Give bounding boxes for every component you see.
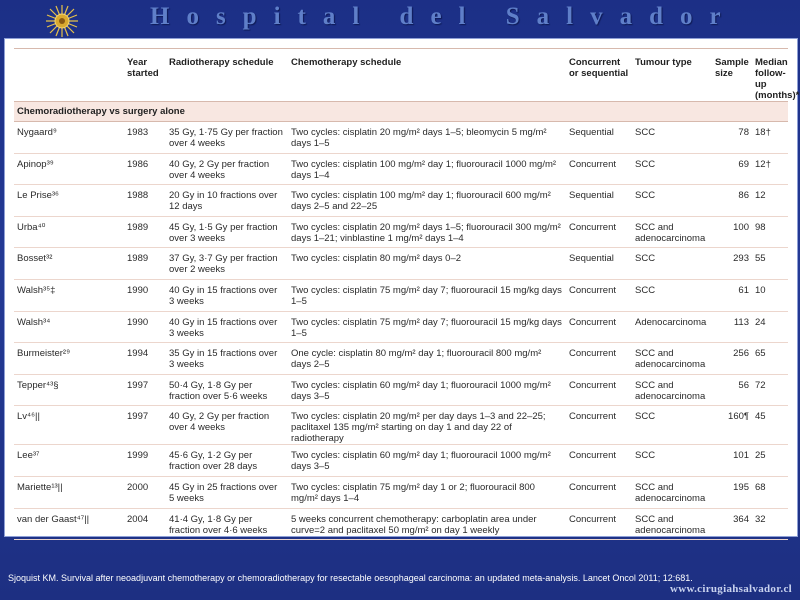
year-cell: 1990 <box>124 311 166 343</box>
year-cell: 1999 <box>124 445 166 477</box>
mode-cell: Sequential <box>566 248 632 280</box>
chemotherapy-cell: One cycle: cisplatin 80 mg/m² day 1; fluorouracil 800 mg/m² days 2–5 <box>288 343 566 375</box>
section-title: Chemoradiotherapy vs surgery alone <box>14 102 788 122</box>
radiotherapy-cell: 40 Gy in 15 fractions over 3 weeks <box>166 311 288 343</box>
website-url: www.cirugiahsalvador.cl <box>669 583 792 595</box>
sample-size-cell: 56 <box>712 374 752 406</box>
table-row <box>14 406 788 445</box>
radiotherapy-cell: 45 Gy, 1·5 Gy per fraction over 3 weeks <box>166 216 288 248</box>
chemotherapy-cell: Two cycles: cisplatin 60 mg/m² day 1; fluorouracil 1000 mg/m² days 3–5 <box>288 445 566 477</box>
table-row <box>14 248 788 280</box>
sample-size-cell: 86 <box>712 185 752 217</box>
year-cell: 1997 <box>124 406 166 445</box>
study-cell: Urba⁴⁰ <box>14 216 124 248</box>
follow-up-cell: 65 <box>752 343 788 375</box>
chemotherapy-cell: Two cycles: cisplatin 100 mg/m² day 1; fluorouracil 600 mg/m² days 2–5 and 22–25 <box>288 185 566 217</box>
follow-up-cell: 24 <box>752 311 788 343</box>
year-cell: 1986 <box>124 153 166 185</box>
citation-text: Sjoquist KM. Survival after neoadjuvant chemotherapy or chemoradiotherapy for resectable oesophageal carcinoma: an updated meta-analysis. Lancet Oncol 2011; 12:681. <box>8 573 693 583</box>
mode-cell: Concurrent <box>566 311 632 343</box>
sun-star-logo-icon <box>45 4 79 38</box>
table-row <box>14 279 788 311</box>
tumour-cell: SCC <box>632 185 712 217</box>
tumour-cell: SCC <box>632 153 712 185</box>
mode-cell: Concurrent <box>566 476 632 508</box>
column-header: Chemotherapy schedule <box>288 49 566 102</box>
trials-table-container <box>14 48 800 536</box>
sample-size-cell: 61 <box>712 279 752 311</box>
follow-up-cell: 32 <box>752 508 788 540</box>
table-row <box>14 185 788 217</box>
follow-up-cell: 12† <box>752 153 788 185</box>
tumour-cell: SCC and adenocarcinoma <box>632 508 712 540</box>
follow-up-cell: 72 <box>752 374 788 406</box>
study-cell: Burmeister²⁹ <box>14 343 124 375</box>
tumour-cell: Adenocarcinoma <box>632 311 712 343</box>
study-cell: van der Gaast⁴⁷|| <box>14 508 124 540</box>
sample-size-cell: 78 <box>712 122 752 154</box>
sample-size-cell: 293 <box>712 248 752 280</box>
mode-cell: Concurrent <box>566 279 632 311</box>
table-row <box>14 343 788 375</box>
year-cell: 1988 <box>124 185 166 217</box>
year-cell: 1997 <box>124 374 166 406</box>
chemotherapy-cell: Two cycles: cisplatin 75 mg/m² day 7; fluorouracil 15 mg/kg days 1–5 <box>288 311 566 343</box>
column-header: Sample size <box>712 49 752 102</box>
radiotherapy-cell: 20 Gy in 10 fractions over 12 days <box>166 185 288 217</box>
chemotherapy-cell: 5 weeks concurrent chemotherapy: carboplatin area under curve=2 and paclitaxel 50 mg/m² on day 1 weekly <box>288 508 566 540</box>
year-cell: 1989 <box>124 216 166 248</box>
sample-size-cell: 160¶ <box>712 406 752 445</box>
study-cell: Nygaard⁹ <box>14 122 124 154</box>
tumour-cell: SCC <box>632 248 712 280</box>
column-header: Concurrent or sequential <box>566 49 632 102</box>
slide-header <box>0 0 800 38</box>
column-header: Median follow-up (months)* <box>752 49 788 102</box>
sample-size-cell: 69 <box>712 153 752 185</box>
mode-cell: Concurrent <box>566 153 632 185</box>
follow-up-cell: 18† <box>752 122 788 154</box>
year-cell: 1994 <box>124 343 166 375</box>
tumour-cell: SCC and adenocarcinoma <box>632 374 712 406</box>
chemotherapy-cell: Two cycles: cisplatin 75 mg/m² day 7; fluorouracil 15 mg/kg days 1–5 <box>288 279 566 311</box>
tumour-cell: SCC and adenocarcinoma <box>632 476 712 508</box>
study-cell: Walsh³⁴ <box>14 311 124 343</box>
tumour-cell: SCC <box>632 279 712 311</box>
study-cell: Apinop³⁹ <box>14 153 124 185</box>
year-cell: 1983 <box>124 122 166 154</box>
sample-size-cell: 113 <box>712 311 752 343</box>
trials-table <box>14 49 800 540</box>
study-cell: Bosset³² <box>14 248 124 280</box>
radiotherapy-cell: 35 Gy in 15 fractions over 3 weeks <box>166 343 288 375</box>
mode-cell: Concurrent <box>566 374 632 406</box>
radiotherapy-cell: 45·6 Gy, 1·2 Gy per fraction over 28 days <box>166 445 288 477</box>
slide-content <box>4 38 798 537</box>
table-header-row <box>14 49 788 102</box>
year-cell: 1989 <box>124 248 166 280</box>
chemotherapy-cell: Two cycles: cisplatin 100 mg/m² day 1; fluorouracil 1000 mg/m² days 1–4 <box>288 153 566 185</box>
hospital-title: Hospital del Salvador <box>150 3 738 30</box>
follow-up-cell: 68 <box>752 476 788 508</box>
mode-cell: Concurrent <box>566 508 632 540</box>
sample-size-cell: 364 <box>712 508 752 540</box>
radiotherapy-cell: 37 Gy, 3·7 Gy per fraction over 2 weeks <box>166 248 288 280</box>
study-cell: Mariette¹³|| <box>14 476 124 508</box>
radiotherapy-cell: 35 Gy, 1·75 Gy per fraction over 4 weeks <box>166 122 288 154</box>
mode-cell: Concurrent <box>566 445 632 477</box>
column-header: Tumour type <box>632 49 712 102</box>
chemotherapy-cell: Two cycles: cisplatin 20 mg/m² days 1–5; fluorouracil 300 mg/m² days 1–21; vinblastine 1 mg/m² days 1–4 <box>288 216 566 248</box>
column-header: Radiotherapy schedule <box>166 49 288 102</box>
tumour-cell: SCC and adenocarcinoma <box>632 343 712 375</box>
radiotherapy-cell: 40 Gy in 15 fractions over 3 weeks <box>166 279 288 311</box>
study-cell: Lee³⁷ <box>14 445 124 477</box>
section-row <box>14 102 788 122</box>
sample-size-cell: 100 <box>712 216 752 248</box>
follow-up-cell: 12 <box>752 185 788 217</box>
mode-cell: Concurrent <box>566 406 632 445</box>
table-row <box>14 216 788 248</box>
year-cell: 2004 <box>124 508 166 540</box>
column-header: Year started <box>124 49 166 102</box>
sample-size-cell: 195 <box>712 476 752 508</box>
tumour-cell: SCC <box>632 122 712 154</box>
table-row <box>14 122 788 154</box>
mode-cell: Sequential <box>566 122 632 154</box>
chemotherapy-cell: Two cycles: cisplatin 60 mg/m² day 1; fluorouracil 1000 mg/m² days 3–5 <box>288 374 566 406</box>
sample-size-cell: 256 <box>712 343 752 375</box>
mode-cell: Concurrent <box>566 216 632 248</box>
mode-cell: Sequential <box>566 185 632 217</box>
table-row <box>14 153 788 185</box>
table-row <box>14 445 788 477</box>
radiotherapy-cell: 50·4 Gy, 1·8 Gy per fraction over 5·6 weeks <box>166 374 288 406</box>
slide-footer <box>0 535 800 600</box>
year-cell: 1990 <box>124 279 166 311</box>
study-cell: Le Prise³⁶ <box>14 185 124 217</box>
chemotherapy-cell: Two cycles: cisplatin 75 mg/m² day 1 or 2; fluorouracil 800 mg/m² days 1–4 <box>288 476 566 508</box>
chemotherapy-cell: Two cycles: cisplatin 80 mg/m² days 0–2 <box>288 248 566 280</box>
study-cell: Tepper⁴³§ <box>14 374 124 406</box>
follow-up-cell: 10 <box>752 279 788 311</box>
year-cell: 2000 <box>124 476 166 508</box>
radiotherapy-cell: 41·4 Gy, 1·8 Gy per fraction over 4·6 weeks <box>166 508 288 540</box>
table-row <box>14 374 788 406</box>
radiotherapy-cell: 45 Gy in 25 fractions over 5 weeks <box>166 476 288 508</box>
tumour-cell: SCC <box>632 445 712 477</box>
chemotherapy-cell: Two cycles: cisplatin 20 mg/m² days 1–5; bleomycin 5 mg/m² days 1–5 <box>288 122 566 154</box>
table-row <box>14 476 788 508</box>
study-cell: Lv⁴⁶|| <box>14 406 124 445</box>
follow-up-cell: 25 <box>752 445 788 477</box>
follow-up-cell: 98 <box>752 216 788 248</box>
radiotherapy-cell: 40 Gy, 2 Gy per fraction over 4 weeks <box>166 406 288 445</box>
radiotherapy-cell: 40 Gy, 2 Gy per fraction over 4 weeks <box>166 153 288 185</box>
follow-up-cell: 45 <box>752 406 788 445</box>
column-header <box>14 49 124 102</box>
sample-size-cell: 101 <box>712 445 752 477</box>
study-cell: Walsh³⁵‡ <box>14 279 124 311</box>
tumour-cell: SCC <box>632 406 712 445</box>
tumour-cell: SCC and adenocarcinoma <box>632 216 712 248</box>
follow-up-cell: 55 <box>752 248 788 280</box>
mode-cell: Concurrent <box>566 343 632 375</box>
chemotherapy-cell: Two cycles: cisplatin 20 mg/m² per day days 1–3 and 22–25; paclitaxel 135 mg/m² starting on day 1 and day 22 of radiotherapy <box>288 406 566 445</box>
table-row <box>14 311 788 343</box>
